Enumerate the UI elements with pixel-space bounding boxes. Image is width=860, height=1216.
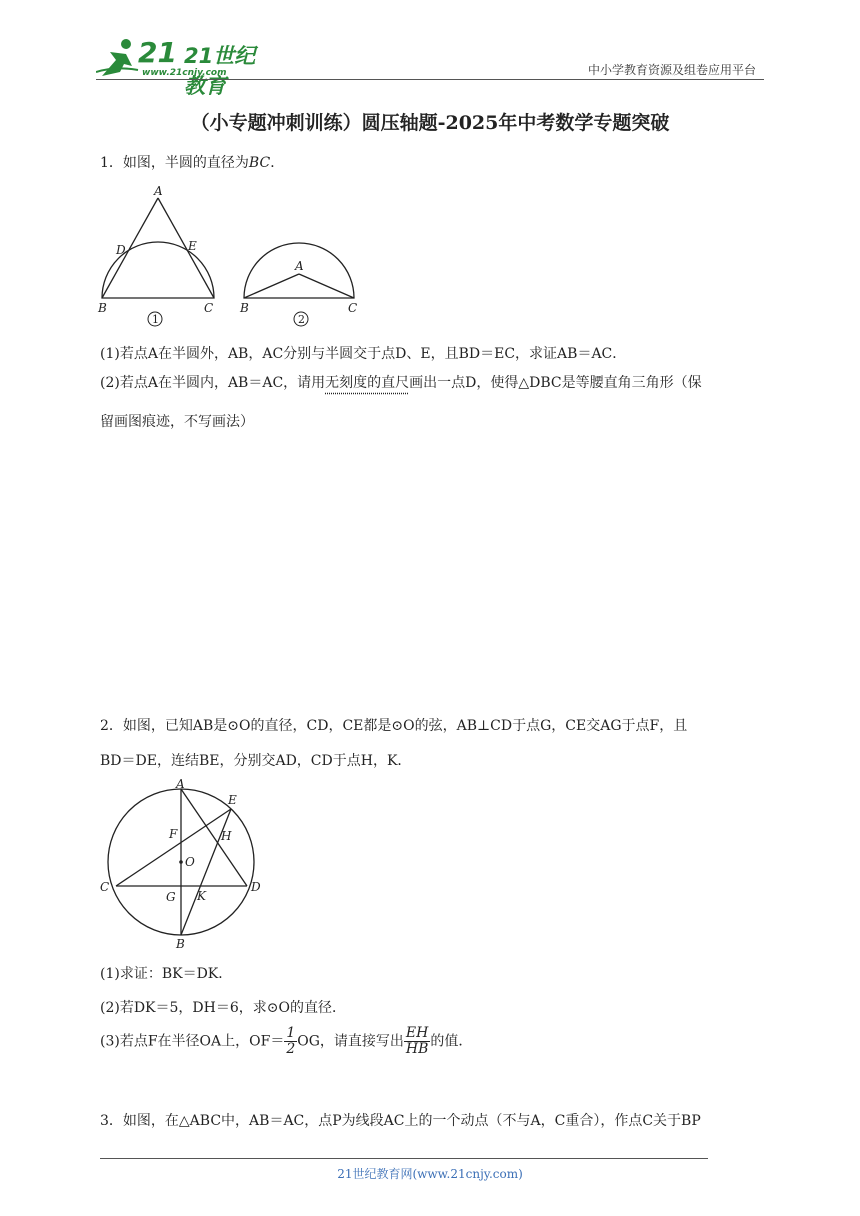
fig-label-b: B bbox=[176, 937, 185, 950]
fraction-one-half: $\frac{1}{2}$ bbox=[286, 1025, 296, 1057]
svg-text:2: 2 bbox=[298, 313, 305, 326]
q1-stem: 1．如图，半圆的直径为BC． bbox=[100, 155, 285, 171]
svg-text:1: 1 bbox=[152, 313, 159, 326]
logo-url: www.21cnjy.com bbox=[142, 68, 227, 78]
logo-number: 21 bbox=[138, 36, 177, 69]
fig2-label-b: B bbox=[240, 301, 249, 315]
fraction-eh-hb: $\frac{EH}{HB}$ bbox=[405, 1025, 429, 1057]
page-title: （小专题冲刺训练）圆压轴题-2025年中考数学专题突破 bbox=[190, 112, 670, 134]
q2-stem-line1: 2．如图，已知AB是⊙O的直径，CD，CE都是⊙O的弦，AB⊥CD于点G，CE交AG于点F，且 bbox=[100, 718, 688, 734]
fig2-label-c: C bbox=[348, 301, 358, 315]
fig-label-a: A bbox=[176, 777, 185, 791]
fig1-label-c: C bbox=[204, 301, 214, 315]
fig-label-h: H bbox=[221, 829, 232, 843]
fig-label-f: F bbox=[169, 827, 178, 841]
footer-divider bbox=[100, 1158, 708, 1159]
fig1-label-a: A bbox=[154, 184, 163, 198]
q1-part1: (1)若点A在半圆外，AB，AC分别与半圆交于点D、E，且BD＝EC，求证AB＝AC． bbox=[100, 346, 627, 362]
header-divider bbox=[96, 79, 764, 80]
logo-text: 21世纪教育 bbox=[184, 44, 256, 98]
platform-name: 中小学教育资源及组卷应用平台 bbox=[587, 63, 756, 77]
q1-figures bbox=[92, 180, 382, 330]
fig-label-d: D bbox=[251, 880, 261, 894]
footer-link[interactable]: 21世纪教育网(www.21cnjy.com) bbox=[337, 1167, 523, 1181]
q2-part3: (3)若点F在半径OA上，OF＝ $\frac{1}{2}$ OG，请直接写出 $\frac{EH}{HB}$ 的值． bbox=[100, 1025, 473, 1057]
runner-icon bbox=[96, 36, 140, 80]
q1-figure-1 bbox=[97, 184, 214, 326]
fig-label-c: C bbox=[100, 880, 110, 894]
fig2-label-a: A bbox=[295, 259, 304, 273]
fig-label-g: G bbox=[166, 890, 176, 904]
q1-figure-2 bbox=[239, 243, 357, 326]
q1-part2-cont: 留画图痕迹，不写画法） bbox=[100, 414, 254, 430]
fig-label-o: O bbox=[185, 855, 195, 869]
fig1-label-b: B bbox=[98, 301, 107, 315]
q3-stem: 3．如图，在△ABC中，AB＝AC，点P为线段AC上的一个动点（不与A，C重合），作点C关于BP bbox=[100, 1113, 701, 1129]
q2-part2: (2)若DK＝5，DH＝6，求⊙O的直径． bbox=[100, 1000, 346, 1016]
fig-label-e: E bbox=[228, 793, 237, 807]
q1-part2: (2)若点A在半圆内，AB＝AC，请用无刻度的直尺画出一点D，使得△DBC是等腰直角三角形（保 bbox=[100, 375, 702, 391]
q2-figure bbox=[92, 772, 282, 950]
fig1-label-e: E bbox=[188, 239, 197, 253]
q2-stem-line2: BD＝DE，连结BE，分别交AD，CD于点H，K． bbox=[100, 753, 412, 769]
q2-part1: (1)求证：BK＝DK． bbox=[100, 966, 233, 982]
fig-label-k: K bbox=[197, 889, 206, 903]
site-logo bbox=[96, 36, 266, 98]
fig1-label-d: D bbox=[116, 243, 126, 257]
